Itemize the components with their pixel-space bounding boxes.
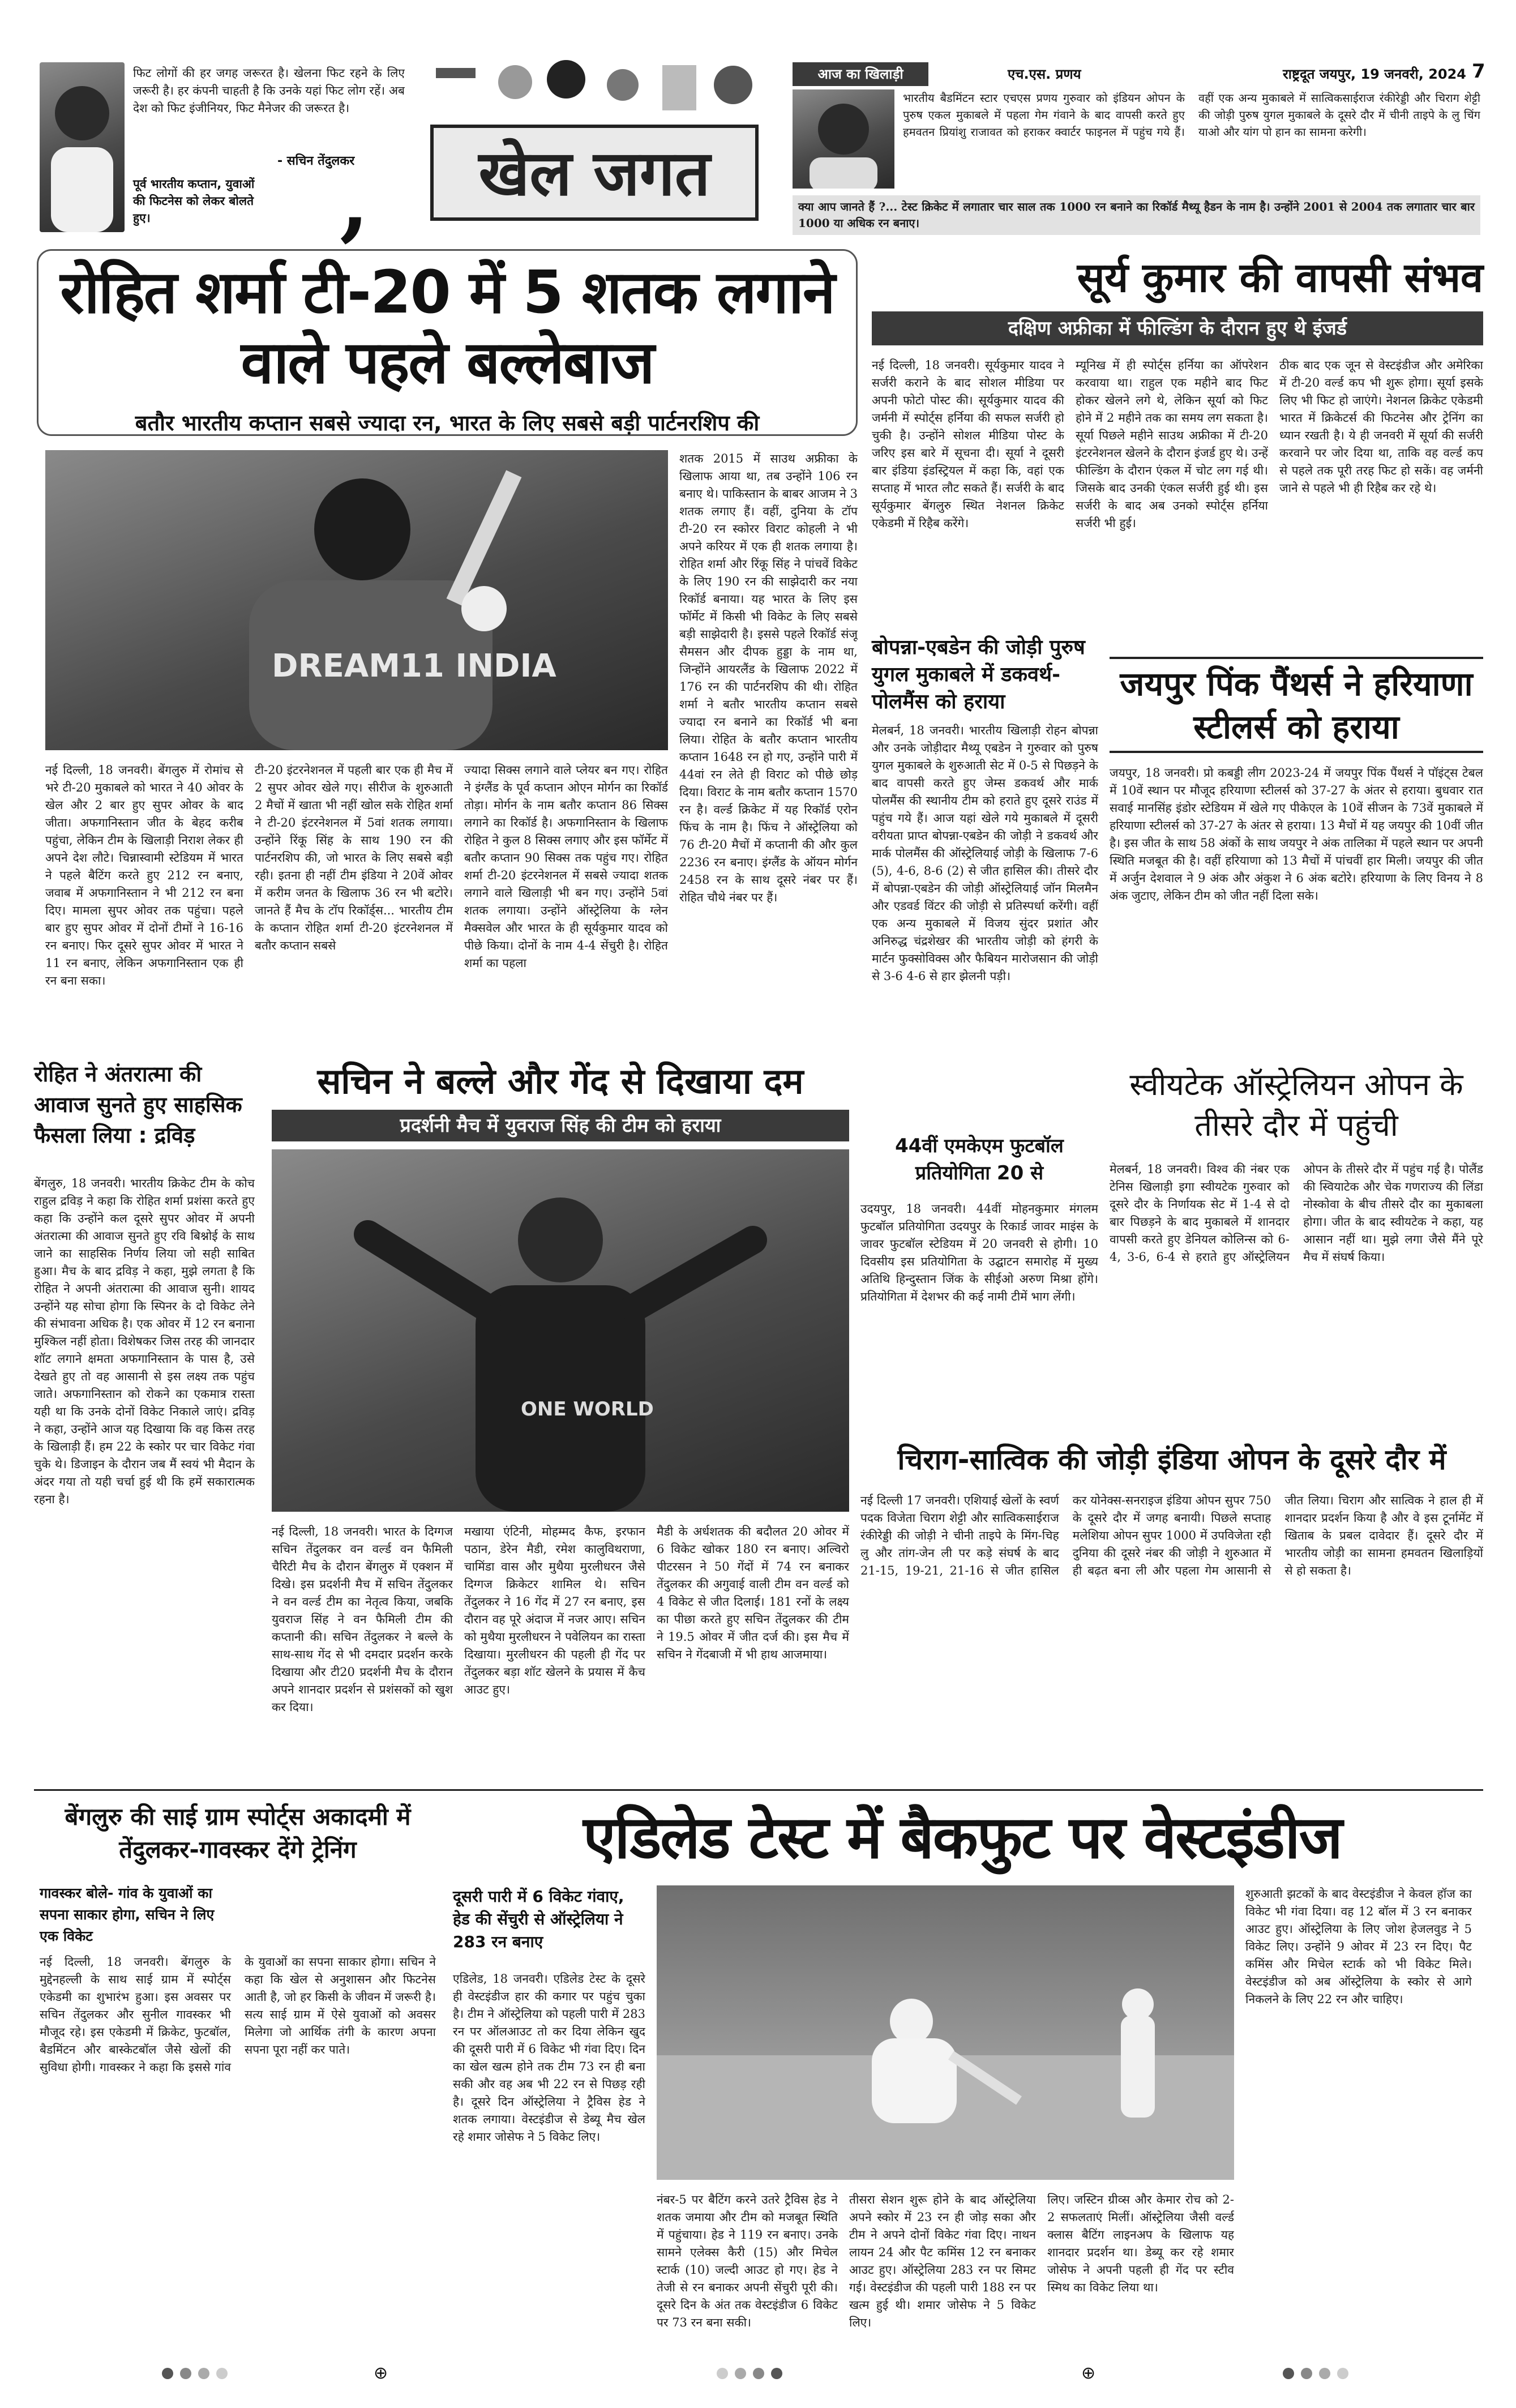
academy-text: नई दिल्ली, 18 जनवरी। बेंगलुरु के मुद्देनहल्ली के साथ साई ग्राम में स्पोर्ट्स एकेडमी का शुभारंभ हुआ। इस अवसर पर सचिन तेंदुलकर और सुनील गावस्कर भी मौजूद रहे। इस एकेडमी में क्रिकेट, फुटबॉल, बैडमिंटन और बास्केटबॉल जैसे खेलों की सुविधा होगी। गावस्कर ने कहा कि इससे गांव के युवाओं का सपना साकार होगा। सचिन ने कहा कि खेल से अनुशासन और फिटनेस आती है, जो हर किसी के जीवन में जरूरी है। सत्य साई ग्राम में ऐसे युवाओं को अवसर मिलेगा जो आर्थिक तंगी के कारण अपना सपना पूरा नहीं कर पाते। <box>40 1955 436 2074</box>
dravid-headline: रोहित ने अंतरात्मा की आवाज सुनते हुए साहसिक फैसला लिया : द्रविड़ <box>34 1062 242 1148</box>
surya-subhead: दक्षिण अफ्रीका में फील्डिंग के दौरान हुए थे इंजर्ड <box>872 311 1483 345</box>
quote-text: फिट लोगों की हर जगह जरूरत है। खेलना फिट रहने के लिए जरूरी है। हर कंपनी चाहती है कि उनके यहां फिट लोग रहें। अब देश को फिट इंजीनियर, फिट मैनेजर की जरूरत है। <box>133 66 405 115</box>
masthead <box>34 57 1485 251</box>
rohit-photo <box>45 450 668 750</box>
academy-article <box>34 1800 442 2344</box>
surya-col1: नई दिल्ली, 18 जनवरी। सूर्यकुमार यादव ने सर्जरी कराने के बाद सोशल मीडिया पर अपनी फोटो पोस्ट की। सूर्यकुमार यादव की जर्मनी में स्पोर्ट्स हर्निया की सफल सर्जरी हो चुकी है। उन्होंने सोशल मीडिया पोस्ट के जरिए इस बारे में सूचना दी। सूर्या ने दूसरी बार इंडिया इंडस्ट्रियल में कहा कि, वहां एक सप्ताह में भारत लौट सकते हैं। सर्जरी के बाद सूर्यकुमार बेंगलुरु स्थित नेशनल क्रिकेट एकेडमी में रिहैब करेंगे। <box>872 358 1064 530</box>
sachin-subhead: प्रदर्शनी मैच में युवराज सिंह की टीम को हराया <box>272 1110 849 1141</box>
quote-mark: , <box>340 151 370 251</box>
sachin-photo <box>272 1149 849 1512</box>
date-line: राष्ट्रदूत जयपुर, 19 जनवरी, 2024 <box>1282 66 1466 82</box>
chirag-headline: चिराग-सात्विक की जोड़ी इंडिया ओपन के दूसरे दौर में <box>897 1443 1446 1476</box>
footer-crosshair-icon: ⊕ <box>374 2363 388 2383</box>
surya-headline: सूर्य कुमार की वापसी संभव <box>1077 254 1483 301</box>
sachin-portrait <box>40 62 125 232</box>
bopanna-headline: बोपन्ना-एबडेन की जोड़ी पुरुष युगल मुकाबले में डकवर्थ-पोलमैंस को हराया <box>872 636 1085 713</box>
dravid-article <box>34 1059 260 1783</box>
jaipur-article <box>1110 657 1483 1053</box>
adelaide-subhead: दूसरी पारी में 6 विकेट गंवाए, हेड की सेंचुरी से ऑस्ट्रेलिया ने 283 रन बनाए <box>453 1887 624 1951</box>
player-text: भारतीय बैडमिंटन स्टार एचएस प्रणय गुरुवार को इंडियन ओपन के पुरुष एकल मुकाबले में पहला गेम गंवाने के बाद वापसी करते हुए हमवतन प्रियांशु राजावत को हराकर क्वार्टर फाइनल में पहुंच गये हैं। वहीं एक अन्य मुकाबले में सात्विकसाईराज रंकीरेड्डी और चिराग शेट्टी की जोड़ी पुरुष युगल मुकाबले के दूसरे दौर में चीनी ताइपे के लु चिंग याओ और यांग पो हान का सामना करेगी। <box>903 91 1480 139</box>
adelaide-col5: शुरुआती झटकों के बाद वेस्टइंडीज ने केवल हॉज का विकेट भी गंवा दिया। वह 12 बॉल में 3 रन बनाकर आउट हुए। ऑस्ट्रेलिया के लिए जोश हेजलवुड ने 5 विकेट लिए। उन्होंने 9 ओवर में 23 रन दिए। पैट कमिंस और मिचेल स्टार्क को भी विकेट मिले। वेस्टइंडीज को अब ऑस्ट्रेलिया के स्कोर से आगे निकलने के लिए 22 रन और चाहिए। <box>1245 1887 1472 2006</box>
swiatek-headline: स्वीयटेक ऑस्ट्रेलियन ओपन के तीसरे दौर में पहुंची <box>1129 1067 1463 1143</box>
footer-dots-left <box>159 2368 231 2381</box>
surya-col2: म्यूनिख में ही स्पोर्ट्स हर्निया का ऑपरेशन करवाया था। राहुल एक महीने बाद फिट होकर खेलने लगे थे, लेकिन सूर्या को फिट होने में 2 महीने तक का समय लग सकता है। सूर्या पिछले महीने साउथ अफ्रीका में टी-20 इंटरनेशनल खेलने के दौरान इंजर्ड हुए थे। उन्हें फील्डिंग के दौरान एंकल में चोट लग गई थी। जिसके बाद उनकी एंकल सर्जरी हुई थी। इस सर्जरी के बाद अब उनको स्पोर्ट्स हर्निया सर्जरी भी हुई। <box>1076 358 1268 530</box>
jaipur-headline: जयपुर पिंक पैंथर्स ने हरियाणा स्टीलर्स को हराया <box>1120 665 1473 746</box>
player-of-day-tag: आज का खिलाड़ी <box>793 62 928 86</box>
rohit-col1: नई दिल्ली, 18 जनवरी। बेंगलुरु में रोमांच से भरे टी-20 मुकाबले को भारत ने 40 ओवर के खेल और 2 बार हुए सुपर ओवर के बाद जीता। अफगानिस्तान जीत के बेहद करीब पहुंचा, लेकिन टीम के खिलाड़ी निराश लेकर ही अपने देश लौटे। चिन्नास्वामी स्टेडियम में भारत ने पहले बैटिंग करते हुए 212 रन बनाए, जवाब में अफगानिस्तान ने भी 212 रन बना दिए। मामला सुपर ओवर तक पहुंचा। पहले बार हुए सुपर ओवर में दोनों टीमों ने 16-16 रन बनाए। फिर दूसरे सुपर ओवर में भारत ने 11 रन बनाए, लेकिन अफगानिस्तान एक ही रन बना सका। <box>45 763 243 987</box>
sachin-headline: सचिन ने बल्ले और गेंद से दिखाया दम <box>317 1060 804 1102</box>
rohit-col2: टी-20 इंटरनेशनल में पहली बार एक ही मैच में 2 सुपर ओवर खेले गए। सीरीज के शुरुआती 2 मैचों में खाता भी नहीं खोल सके रोहित शर्मा ने टी-20 इंटरनेशनल में 5वां शतक लगाया। उन्होंने रिंकू सिंह के साथ 190 रन की पार्टनरशिप की, जो भारत के लिए सबसे बड़ी रही। इतना ही नहीं टीम इंडिया ने 20वें ओवर में करीम जनत के खिलाफ 36 रन भी बटोरे। जानते हैं मैच के टॉप रिकॉर्ड्स... भारतीय टीम के कप्तान रोहित शर्मा टी-20 इंटरनेशनल में बतौर कप्तान सबसे <box>255 763 453 952</box>
academy-headline: बेंगलुरु की साई ग्राम स्पोर्ट्स अकादमी में तेंदुलकर-गावस्कर देंगे ट्रेनिंग <box>65 1803 411 1863</box>
rohit-jersey-text: DREAM11 INDIA <box>272 648 556 685</box>
rohit-col4: शतक 2015 में साउथ अफ्रीका के खिलाफ आया था, तब उन्होंने 106 रन बनाए थे। पाकिस्तान के बाबर आजम ने 3 शतक लगाए हैं। वहीं, दुनिया के टॉप टी-20 रन स्कोरर विराट कोहली ने भी अपने करियर में एक ही शतक लगाया है। रोहित शर्मा और रिंकू सिंह ने पांचवें विकेट के लिए 190 रन की साझेदारी कर नया रिकॉर्ड बनाया। यह भारत के लिए इस फॉर्मेट में किसी भी विकेट के लिए सबसे बड़ी साझेदारी है। इससे पहले रिकॉर्ड संजू सैमसन और दीपक हुड्डा के नाम था, जिन्होंने आयरलैंड के खिलाफ 2022 में 176 रन की पार्टनरशिप की थी। रोहित शर्मा ने बतौर भारतीय कप्तान सबसे ज्यादा रन बनाने का रिकॉर्ड भी बना लिया। रोहित के बतौर कप्तान भारतीय कप्तान 1648 रन हो गए, उन्होंने पारी में 44वां रन लेते ही विराट को पीछे छोड़ दिया। विराट के नाम बतौर कप्तान 1570 रन है। वर्ल्ड क्रिकेट में यह रिकॉर्ड एरोन फिंच के नाम है। फिंच ने ऑस्ट्रेलिया को 76 टी-20 मैचों में कप्तानी की और कुल 2236 रन बनाए। इंग्लैंड के ऑयन मोर्गन 2458 रन के साथ दूसरे नंबर पर हैं। रोहित चौथे नंबर पर हैं। <box>679 452 858 904</box>
jaipur-text: जयपुर, 18 जनवरी। प्रो कबड्डी लीग 2023-24 में जयपुर पिंक पैंथर्स ने पॉइंट्स टेबल में 10वें स्थान पर मौजूद हरियाणा स्टीलर्स को 37-27 के अंतर से हराया। बुधवार रात सवाई मानसिंह इंडोर स्टेडियम में खेले गए पीकेएल के 10वें सीजन के 73वें मुकाबले में हरियाणा स्टीलर्स को 37-27 के अंतर से हराया। 13 मैचों में यह जयपुर की 10वीं जीत है। इस जीत के साथ 58 अंकों के साथ जयपुर ने अंक तालिका में पहले स्थान पर अपनी स्थिति मजबूत की है। वहीं हरियाणा को 13 मैचों में पांचवीं हार मिली। जयपुर की जीत में अर्जुन देशवाल ने 9 अंक और अंकुश ने 6 अंक बटोरे। हरियाणा के लिए विनय ने 8 अंक जुटाए, लेकिन टीम को जीत नहीं दिला सके। <box>1110 766 1483 903</box>
section-divider <box>34 1789 1483 1791</box>
bopanna-text: मेलबर्न, 18 जनवरी। भारतीय खिलाड़ी रोहन बोपन्ना और उनके जोड़ीदार मैथ्यू एबडेन ने गुरुवार को पुरुष युगल मुकाबले के शुरुआती सेट में 0-5 से पिछड़ने के बाद वापसी करते हुए जेम्स डकवर्थ और मार्क पोलमैंस की स्थानीय टीम को हराते हुए दूसरे राउंड में पहुंच गये हैं। आज यहां खेले गये मुकाबले में दूसरी वरीयता प्राप्त बोपन्ना-एबडेन की जोड़ी ने डकवर्थ और मार्क पोलमैंस की ऑस्ट्रेलियाई जोड़ी के खिलाफ 7-6 (5), 4-6, 8-6 (2) से जीत हासिल की। तीसरे दौर में बोपन्ना-एबडेन की जोड़ी ऑस्ट्रेलियाई जॉन मिलमैन और एडवर्ड विंटर की जोड़ी से प्रतिस्पर्धा करेंगी। वहीं एक अन्य मुकाबले में विजय सुंदर प्रशांत और अनिरुद्ध चंद्रशेखर की भारतीय जोड़ी को हंगरी के मार्टन फुक्सोविक्स और फैबियन मारोजसान की जोड़ी से 3-6 4-6 से हार झेलनी पड़ी। <box>872 724 1098 983</box>
bopanna-article <box>872 634 1098 1053</box>
football-article <box>860 1132 1098 1432</box>
sachin-article <box>272 1059 849 1783</box>
adelaide-col3: तीसरा सेशन शुरू होने के बाद ऑस्ट्रेलिया अपने स्कोर में 23 रन ही जोड़ सका और टीम ने अपने दोनों विकेट गंवा दिए। नाथन लायन 24 और पैट कमिंस 12 रन बनाकर आउट हुए। ऑस्ट्रेलिया 283 रन पर सिमट गई। वेस्टइंडीज की पहली पारी 188 रन पर खत्म हुई थी। शमार जोसेफ ने 5 विकेट लिए। <box>849 2193 1036 2329</box>
footer-dots-right <box>1279 2368 1352 2381</box>
section-title-block <box>419 57 770 238</box>
section-title: खेल जगत <box>430 125 759 221</box>
sachin-col2: मखाया एंटिनी, मोहम्मद कैफ, इरफान पठान, डेरेन मैडी, रमेश कालुविथराणा, चामिंडा वास और मुथैया मुरलीधरन जैसे दिग्गज क्रिकेटर शामिल थे। सचिन तेंदुलकर ने 16 गेंद में 27 रन बनाए, इस दौरान वह पूरे अंदाज में नजर आए। सचिन को मुथैया मुरलीधरन ने पवेलियन का रास्ता दिखाया। मुरलीधरन की पहली ही गेंद पर तेंदुलकर बड़ा शॉट खेलने के प्रयास में कैच आउट हुए। <box>464 1525 645 1696</box>
footer-registration-marks <box>34 2361 1483 2389</box>
page-number: 7 <box>1472 60 1485 83</box>
quote-caption: पूर्व भारतीय कप्तान, युवाओं की फिटनेस को लेकर बोलते हुए। <box>133 177 255 225</box>
suryakumar-article <box>872 249 1483 634</box>
footer-dots-center <box>713 2368 786 2381</box>
surya-col3: ठीक बाद एक जून से वेस्टइंडीज और अमेरिका में टी-20 वर्ल्ड कप भी शुरू होगा। सूर्या इसके लिए भी फिट हो जाएंगे। नेशनल क्रिकेट एकेडमी भारत में क्रिकेटर्स की फिटनेस और ट्रेनिंग का ध्यान रखती है। ये ही जनवरी में सूर्या की सर्जरी करवाने पर जोर दिया था, ताकि वह वर्ल्ड कप से पहले तक पूरी तरह फिट हो सकें। वह जर्मनी जाने से पहले भी ही रिहैब कर रहे थे। <box>1279 358 1483 495</box>
academy-subhead: गावस्कर बोले- गांव के युवाओं का सपना साकार होगा, सचिन ने लिए एक विकेट <box>40 1885 215 1944</box>
rohit-col3: ज्यादा सिक्स लगाने वाले प्लेयर बन गए। रोहित ने इंग्लैंड के पूर्व कप्तान ओएन मोर्गन का रिकॉर्ड तोड़ा। मोर्गन के नाम बतौर कप्तान 86 सिक्स लगाने का रिकॉर्ड है। अफगानिस्तान के खिलाफ रोहित ने कुल 8 सिक्स लगाए और इस फॉर्मेट में बतौर कप्तान 90 सिक्स तक पहुंच गए। रोहित शर्मा टी-20 इंटरनेशनल में सबसे ज्यादा शतक लगाने वाले खिलाड़ी भी बन गए। उन्होंने 5वां शतक लगाया। उन्होंने ऑस्ट्रेलिया के ग्लेन मैक्सवेल और भारत के ही सूर्यकुमार यादव को पीछे किया। दोनों के नाम 4-4 सेंचुरी है। रोहित शर्मा का पहला <box>464 763 668 970</box>
football-text: उदयपुर, 18 जनवरी। 44वीं मोहनकुमार मंगलम फुटबॉल प्रतियोगिता उदयपुर के रिकार्ड जावर माइंस के जावर फुटबॉल स्टेडियम में 20 जनवरी से होगी। 10 दिवसीय इस प्रतियोगिता के उद्घाटन समारोह में मुख्य अतिथि हिन्दुस्तान जिंक के सीईओ अरुण मिश्रा होंगे। प्रतियोगिता में देशभर की कई नामी टीमें भाग लेंगी। <box>860 1202 1098 1303</box>
rohit-subhead: बतौर भारतीय कप्तान सबसे ज्यादा रन, भारत के लिए सबसे बड़ी पार्टनरशिप की <box>135 410 760 435</box>
rohit-headline: रोहित शर्मा टी-20 में 5 शतक लगाने वाले पहले बल्लेबाज <box>60 258 834 397</box>
rohit-article <box>34 249 860 1053</box>
swiatek-text: मेलबर्न, 18 जनवरी। विश्व की नंबर एक टेनिस खिलाड़ी इगा स्वीयटेक गुरुवार को दूसरे दौर के निर्णायक सेट में 1-4 से दो बार पिछड़ने के बाद मुकाबले में शानदार वापसी करते हुए डेनियल कोलिन्स को 6-4, 3-6, 6-4 से हराते हुए ऑस्ट्रेलियन ओपन के तीसरे दौर में पहुंच गई है। पोलैंड की स्वियाटेक और चेक गणराज्य की लिंडा नोस्कोवा के बीच तीसरे दौर का मुकाबला होगा। जीत के बाद स्वीयटेक ने कहा, यह आसान नहीं था। मुझे लगा जैसे मैंने पूरे मैच में संघर्ष किया। <box>1110 1162 1483 1264</box>
adelaide-col2: नंबर-5 पर बैटिंग करने उतरे ट्रैविस हेड ने शतक जमाया और टीम को मजबूत स्थिति में पहुंचाया। हेड ने 119 रन बनाए। उनके सामने एलेक्स कैरी (15) और मिचेल स्टार्क (10) जल्दी आउट हो गए। हेड ने तेजी से रन बनाकर अपनी सेंचुरी पूरी की। दूसरे दिन के अंत तक वेस्टइंडीज 6 विकेट पर 73 रन बना सकी। <box>657 2193 838 2329</box>
adelaide-col4: लिए। जस्टिन ग्रीव्स और केमार रोच को 2-2 सफलताएं मिलीं। ऑस्ट्रेलिया जैसी वर्ल्ड क्लास बैटिंग लाइनअप के खिलाफ यह शानदार प्रदर्शन था। डेब्यू कर रहे शमार जोसेफ ने अपनी पहली ही गेंद पर स्टीव स्मिथ का विकेट लिया था। <box>1047 2193 1234 2294</box>
adelaide-photo <box>657 1885 1234 2180</box>
quote-author: - सचिन तेंदुलकर <box>277 154 355 168</box>
swiatek-article <box>1110 1064 1483 1432</box>
dravid-text: बेंगलुरु, 18 जनवरी। भारतीय क्रिकेट टीम के कोच राहुल द्रविड़ ने कहा कि रोहित शर्मा प्रशंसा करते हुए कहा कि उन्होंने कल दूसरे सुपर ओवर में अपनी अंतरात्मा की आवाज सुनते हुए रवि बिश्नोई के साथ जाने का साहसिक निर्णय लिया जो सही साबित हुआ। मैच के बाद द्रविड़ ने कहा, मुझे लगता है कि रोहित ने अपनी अंतरात्मा की आवाज सुनी। शायद उन्होंने यह सोचा होगा कि स्पिनर के दो विकेट लेने की संभावना अधिक है। एक ओवर में 12 रन बनाना मुश्किल नहीं होता। विशेषकर जिस तरह की जानदार शॉट लगाने क्षमता अफगानिस्तान के पास है, उसे देखते हुए तो वह आसानी से इस लक्ष्य तक पहुंच जाते। अफगानिस्तान को रोकने का एकमात्र रास्ता यही था कि उनके दोनों विकेट निकाले जाएं। द्रविड़ ने कहा, उन्होंने आज यह दिखाया कि वह किस तरह के खिलाड़ी हैं। हम 22 के स्कोर पर चार विकेट गंवा चुके थे। डिजाइन के दौरान जब मैं स्वयं भी मैदान के अंदर गया तो यही चर्चा हुई थी कि हमें सकारात्मक रहना है। <box>34 1177 255 1506</box>
player-name: एच.एस. प्रणय <box>1008 66 1081 82</box>
adelaide-col1: एडिलेड, 18 जनवरी। एडिलेड टेस्ट के दूसरे ही वेस्टइंडीज हार की कगार पर पहुंच चुका है। टीम ने ऑस्ट्रेलिया को पहली पारी में 283 रन पर ऑलआउट तो कर दिया लेकिन खुद की दूसरी पारी में 6 विकेट भी गंवा दिए। दिन का खेल खत्म होने तक टीम 73 रन ही बना सकी और वह अब भी 22 रन से पिछड़ रही है। दूसरे दिन ऑस्ट्रेलिया ने ट्रैविस हेड ने शतक लगाया। वेस्टइंडीज से डेब्यू मैच खेल रहे शमार जोसेफ ने 5 विकेट लिए। <box>453 1972 645 2144</box>
chirag-text: नई दिल्ली 17 जनवरी। एशियाई खेलों के स्वर्ण पदक विजेता चिराग शेट्टी और सात्विकसाईराज रंकीरेड्डी की जोड़ी ने चीनी ताइपे के मिंग-चिह लु और तांग-जेन ली पर कड़े संघर्ष के बाद 21-15, 19-21, 21-16 से जीत हासिल कर योनेक्स-सनराइज इंडिया ओपन सुपर 750 के दूसरे दौर में जगह बनायी। पिछले सप्ताह मलेशिया ओपन सुपर 1000 में उपविजेता रही दुनिया की दूसरे नंबर की जोड़ी ने शुरुआत में ही बढ़त बना ली और पहला गेम आसानी से जीत लिया। चिराग और सात्विक ने हाल ही में शानदार प्रदर्शन किया है और वे इस टूर्नामेंट में खिताब के प्रबल दावेदार हैं। दूसरे दौर में भारतीय जोड़ी का सामना हमवतन खिलाड़ियों से हो सकता है। <box>860 1494 1483 1577</box>
football-headline: 44वीं एमकेएम फुटबॉल प्रतियोगिता 20 से <box>895 1135 1064 1184</box>
player-photo <box>793 89 894 189</box>
chirag-article <box>860 1441 1483 1781</box>
adelaide-headline: एडिलेड टेस्ट में बैकफुट पर वेस्टइंडीज <box>583 1803 1342 1872</box>
did-you-know: क्या आप जानते हैं ?... टेस्ट क्रिकेट में लगातार चार साल तक 1000 रन बनाने का रिकॉर्ड मैथ्यू हैडन के नाम है। उन्होंने 2001 से 2004 तक लगातार चार बार 1000 या अधिक रन बनाए। <box>793 195 1480 235</box>
sachin-col3: मैडी के अर्धशतक की बदौलत 20 ओवर में 6 विकेट खोकर 180 रन बनाए। अल्विरो पीटरसन ने 50 गेंदों में 74 रन बनाकर तेंदुलकर की अगुवाई वाली टीम वन वर्ल्ड को 4 विकेट से जीत दिलाई। 181 रनों के लक्ष्य का पीछा करते हुए सचिन तेंदुलकर की टीम ने 19.5 ओवर में जीत दर्ज की। इस मैच में सचिन ने गेंदबाजी में भी हाथ आजमाया। <box>657 1525 849 1661</box>
adelaide-article <box>453 1800 1483 2344</box>
sports-equipment-icon <box>419 57 770 119</box>
sachin-col1: नई दिल्ली, 18 जनवरी। भारत के दिग्गज सचिन तेंदुलकर वन वर्ल्ड वन फैमिली चैरिटी मैच के दौरान बेंगलुरु में एक्शन में दिखे। इस प्रदर्शनी मैच में सचिन तेंदुलकर ने वन वर्ल्ड टीम का नेतृत्व किया, जबकि युवराज सिंह ने वन फैमिली टीम की कप्तानी की। सचिन तेंदुलकर ने बल्ले के साथ-साथ गेंद से भी दमदार प्रदर्शन करके दिखाया और टी20 प्रदर्शनी मैच के दौरान अपने शानदार प्रदर्शन से प्रशंसकों को खुश कर दिया। <box>272 1525 453 1714</box>
footer-crosshair-icon-2: ⊕ <box>1081 2363 1096 2383</box>
sachin-jersey-text: ONE WORLD <box>521 1398 654 1421</box>
